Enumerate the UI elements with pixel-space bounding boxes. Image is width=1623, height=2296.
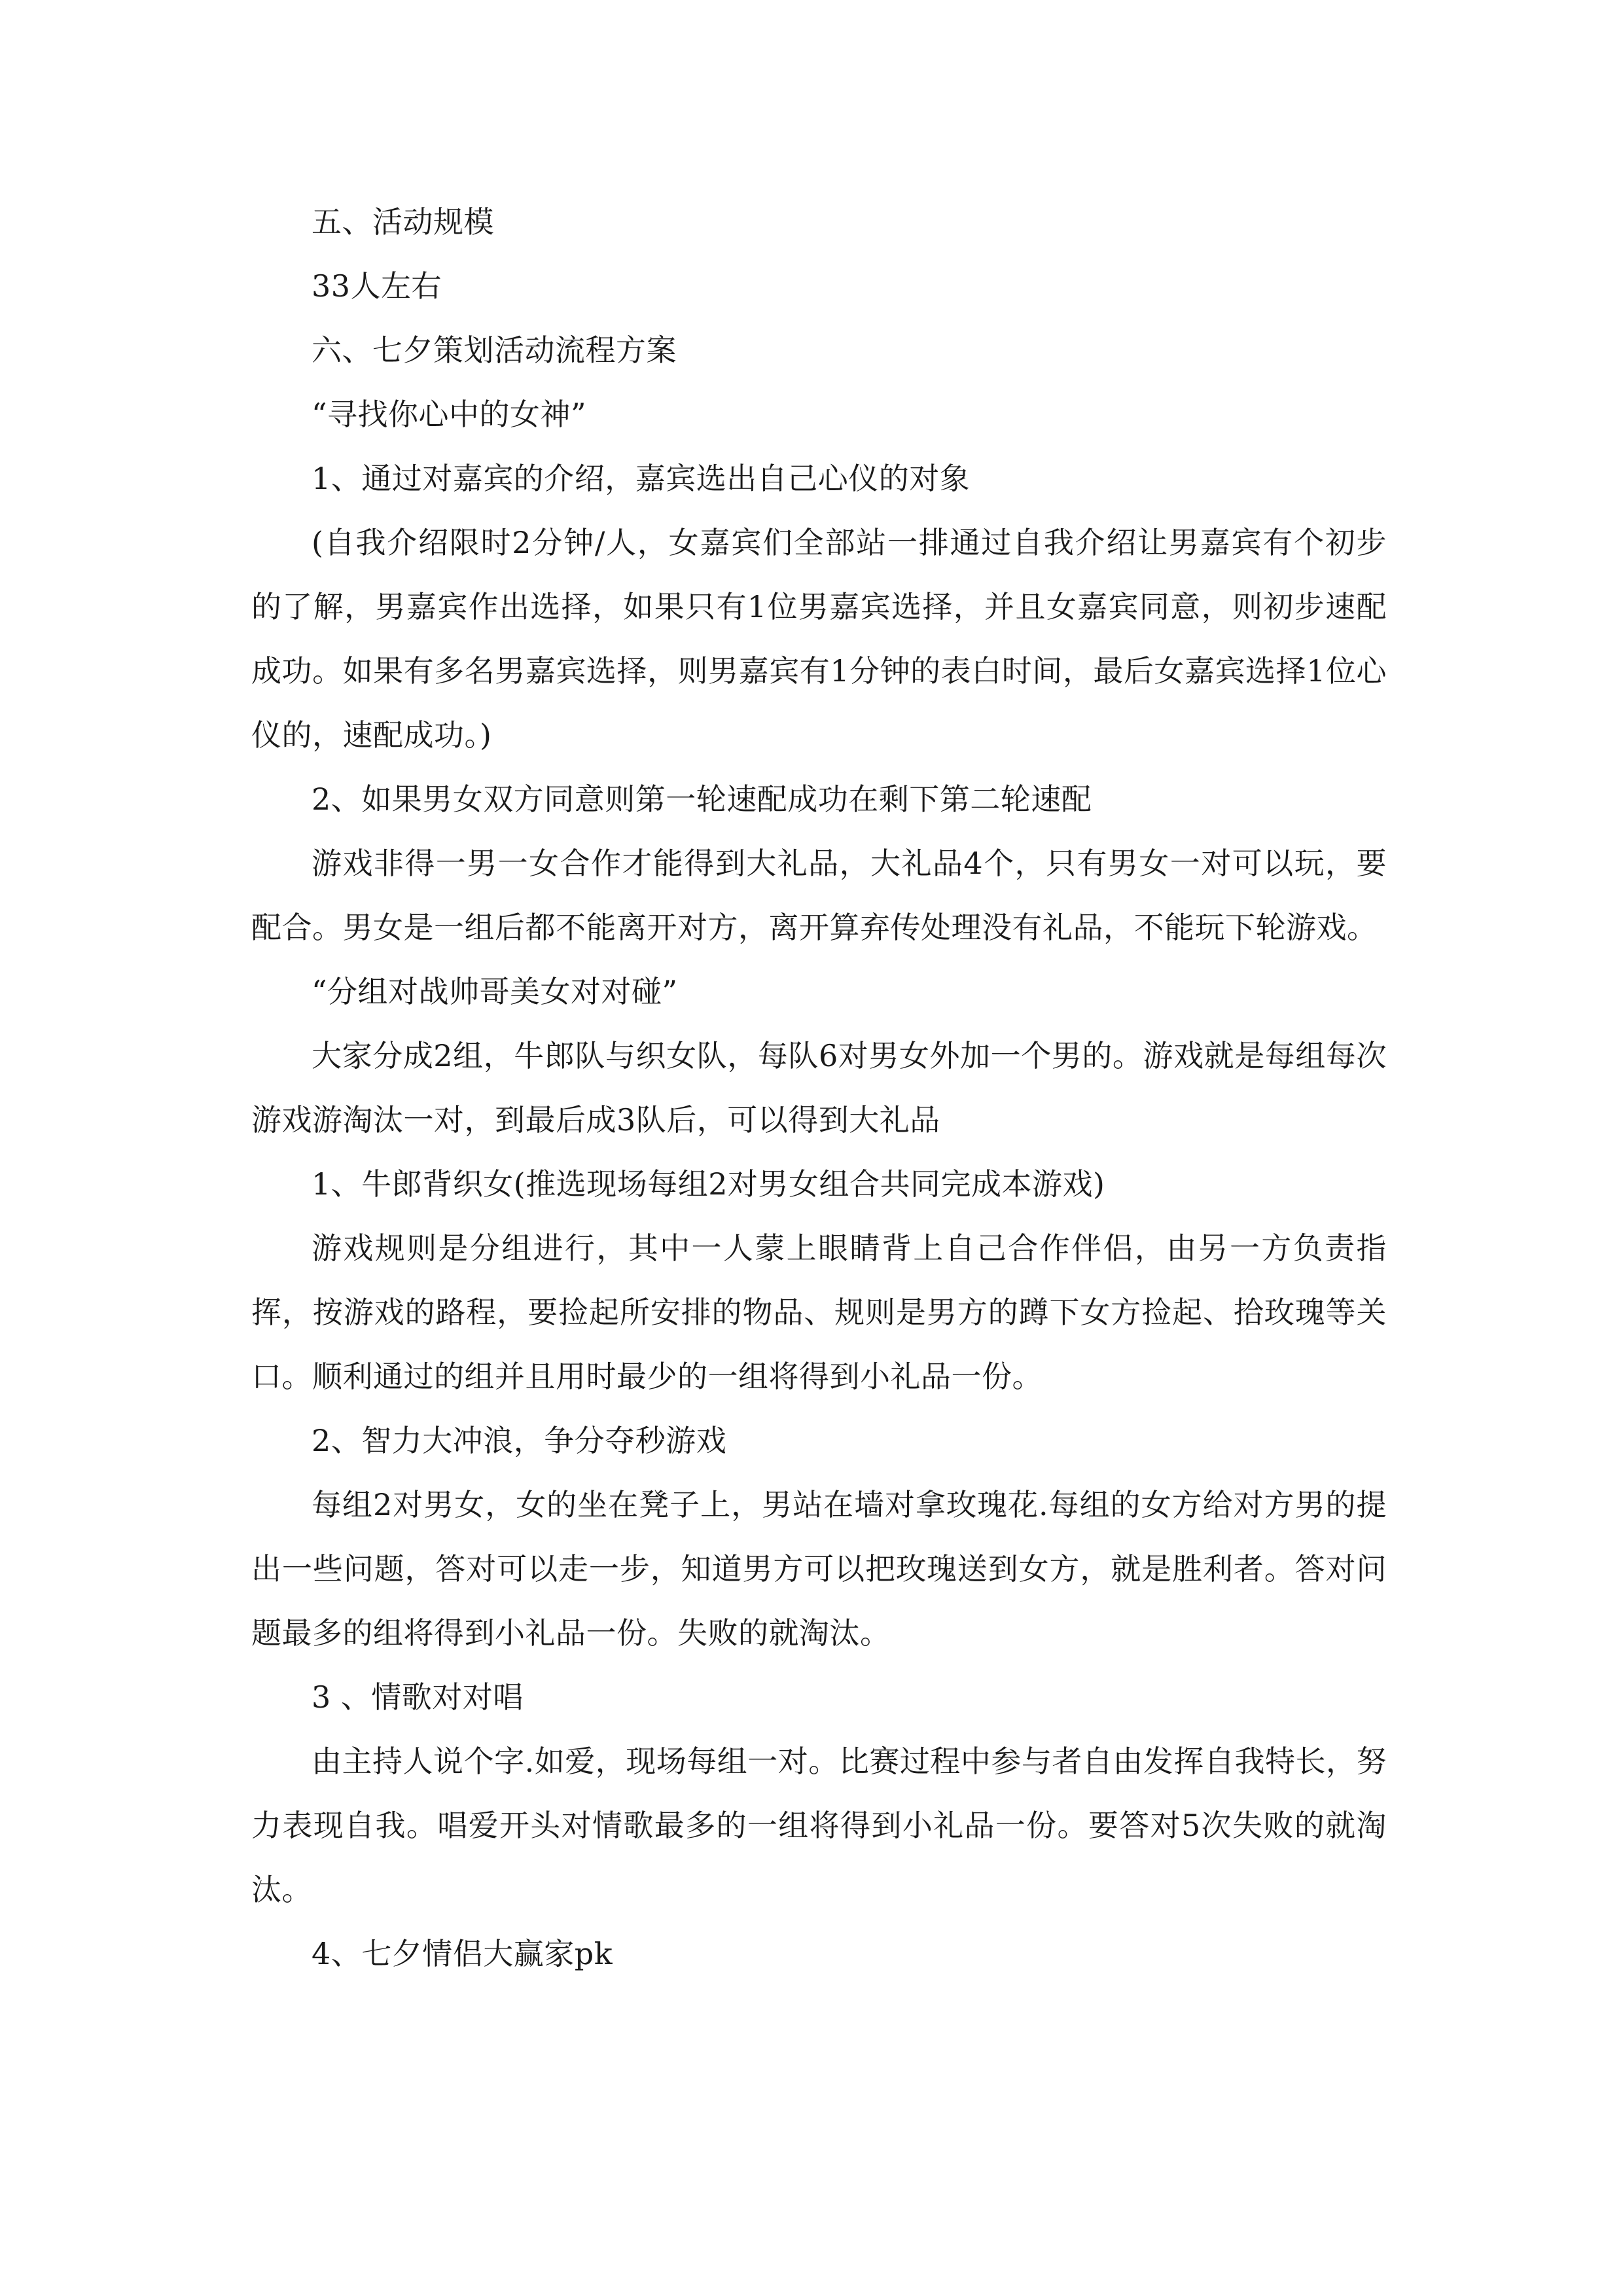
section-heading-process: 六、七夕策划活动流程方案 [312, 332, 677, 368]
game-1-rules: 游戏规则是分组进行，其中一人蒙上眼睛背上自己合作伴侣，由另一方负责指挥，按游戏的路程，要捡起所安排的物品、规则是男方的蹲下女方捡起、拾玫瑰等关口。顺利通过的组并且用时最少的一组将得到小礼品一份。 [251, 1230, 1387, 1394]
document-body [251, 190, 1387, 1986]
game-2-rules: 每组2对男女，女的坐在凳子上，男站在墙对拿玫瑰花.每组的女方给对方男的提出一些问题，答对可以走一步，知道男方可以把玫瑰送到女方，就是胜利者。答对问题最多的组将得到小礼品一份。失败的就淘汰。 [251, 1487, 1387, 1651]
game-title-team-battle: “分组对战帅哥美女对对碰” [312, 974, 678, 1009]
game-3-heading: 3 、情歌对对唱 [312, 1679, 524, 1715]
step-2-heading: 2、如果男女双方同意则第一轮速配成功在剩下第二轮速配 [312, 781, 1092, 817]
step-2-description: 游戏非得一男一女合作才能得到大礼品，大礼品4个，只有男女一对可以玩，要配合。男女是一组后都不能离开对方，离开算弃传处理没有礼品，不能玩下轮游戏。 [251, 846, 1387, 945]
game-3-rules: 由主持人说个字.如爱，现场每组一对。比赛过程中参与者自由发挥自我特长，努力表现自我。唱爱开头对情歌最多的一组将得到小礼品一份。要答对5次失败的就淘汰。 [251, 1744, 1387, 1907]
game-1-heading: 1、牛郎背织女(推选现场每组2对男女组合共同完成本游戏) [312, 1166, 1105, 1202]
game-2-heading: 2、智力大冲浪，争分夺秒游戏 [312, 1423, 727, 1458]
step-1-description: (自我介绍限时2分钟/人，女嘉宾们全部站一排通过自我介绍让男嘉宾有个初步的了解，男嘉宾作出选择，如果只有1位男嘉宾选择，并且女嘉宾同意，则初步速配成功。如果有多名男嘉宾选择，则男嘉宾有1分钟的表白时间，最后女嘉宾选择1位心仪的，速配成功。) [251, 525, 1387, 753]
team-battle-description: 大家分成2组，牛郎队与织女队，每队6对男女外加一个男的。游戏就是每组每次游戏游淘汰一对，到最后成3队后，可以得到大礼品 [251, 1038, 1387, 1138]
game-4-heading: 4、七夕情侣大赢家pk [312, 1936, 613, 1971]
step-1-heading: 1、通过对嘉宾的介绍，嘉宾选出自己心仪的对象 [312, 461, 971, 496]
section-heading-scale: 五、活动规模 [312, 204, 494, 240]
scale-value: 33人左右 [312, 268, 442, 304]
game-title-goddess: “寻找你心中的女神” [312, 397, 587, 432]
